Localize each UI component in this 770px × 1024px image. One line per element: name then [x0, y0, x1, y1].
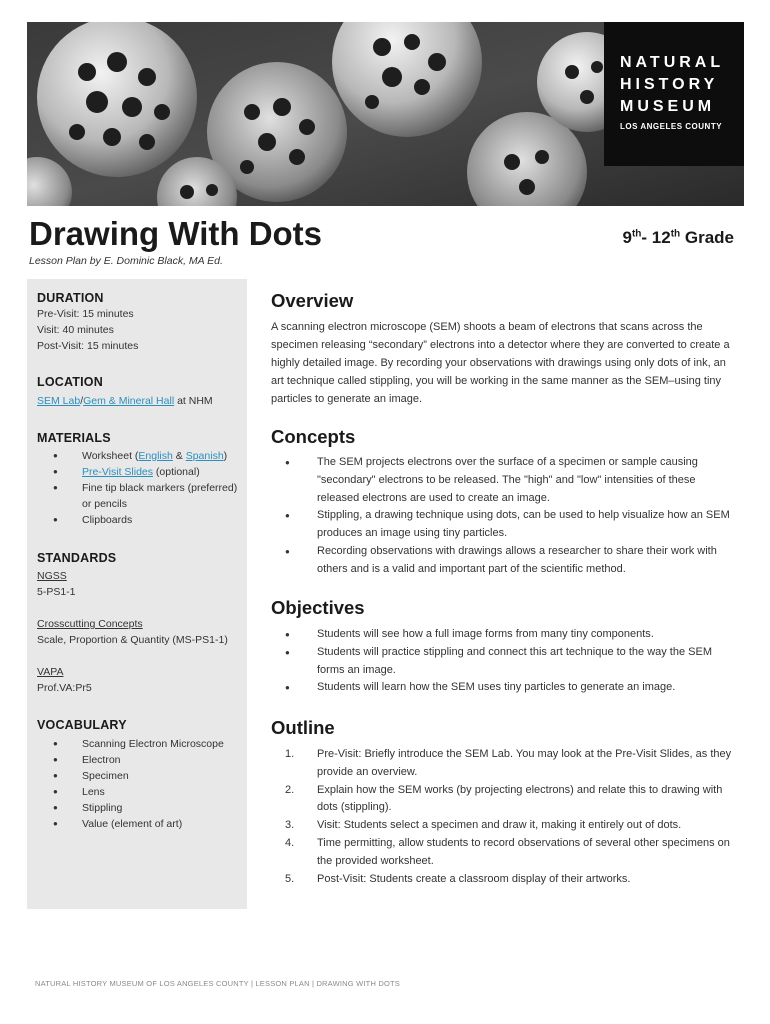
sem-lab-link[interactable]: SEM Lab	[37, 395, 81, 407]
overview-heading: Overview	[271, 290, 354, 311]
concepts-heading: Concepts	[271, 426, 356, 447]
objective-item: ● Students will practice stippling and connect this art technique to the way the SEM forms an image.	[271, 644, 737, 680]
vocabulary-heading: VOCABULARY	[37, 718, 127, 732]
concept-item: ● Stippling, a drawing technique using dots, can be used to help visualize how an SEM produces an image using tiny particles.	[271, 507, 737, 543]
duration-visit: Visit: 40 minutes	[37, 324, 114, 336]
hero-sem-image	[27, 22, 744, 206]
materials-item-worksheet	[37, 448, 247, 464]
grade-suffix: Grade	[680, 228, 734, 247]
concept-item: ● The SEM projects electrons over the surface of a specimen or sample causing "secondary" electrons to be released. The "high" and "low" intensities of these released electrons are used to create an image.	[271, 454, 737, 507]
outline-list	[271, 746, 737, 888]
outline-num: 1.	[285, 748, 295, 760]
byline: Lesson Plan by E. Dominic Black, MA Ed.	[29, 255, 223, 267]
page-title: Drawing With Dots	[29, 215, 323, 252]
standards-heading: STANDARDS	[37, 551, 117, 565]
grade-start: 9	[622, 228, 632, 247]
materials-heading: MATERIALS	[37, 431, 111, 445]
overview-text: A scanning electron microscope (SEM) shoots a beam of electrons that scans across the specimen releasing “secondary” electrons into a detector where they are converted to create a highly detailed image. By recording your observations with drawings using only dots of ink, an art technique called stippling, you will be working in the same manner as the SEM–using tiny particles to generate an image.	[271, 321, 730, 405]
outline-text: Time permitting, allow students to record observations of several other specimens on the provided worksheet.	[317, 836, 730, 867]
grade-sep: - 12	[641, 228, 671, 247]
vocabulary-item: ● Electron	[37, 752, 247, 768]
vocabulary-item: ● Stippling	[37, 800, 247, 816]
outline-item	[271, 746, 737, 782]
materials-list	[37, 448, 247, 528]
materials-item-clipboards: ● Clipboards	[37, 512, 247, 528]
location-heading: LOCATION	[37, 375, 103, 389]
outline-num: 3.	[285, 819, 295, 832]
outline-text: Post-Visit: Students create a classroom display of their artworks.	[317, 872, 631, 885]
museum-logo	[604, 22, 744, 166]
objective-item: ● Students will learn how the SEM uses tiny particles to generate an image.	[271, 679, 737, 697]
outline-item	[271, 871, 737, 889]
english-worksheet-link[interactable]: English	[138, 450, 173, 462]
ngss-value: 5-PS1-1	[37, 586, 76, 598]
outline-num: 2.	[285, 783, 295, 796]
outline-text: Pre-Visit: Briefly introduce the SEM Lab. You may look at the Pre-Visit Slides, as they provide an overview.	[317, 748, 732, 778]
location-sep: /	[80, 395, 84, 407]
location-text	[37, 393, 213, 409]
materials-item-slides	[37, 464, 247, 480]
page-footer: NATURAL HISTORY MUSEUM OF LOS ANGELES COUNTY | LESSON PLAN | DRAWING WITH DOTS	[35, 979, 400, 988]
worksheet-close: )	[223, 450, 228, 462]
duration-heading: DURATION	[37, 291, 104, 305]
concept-item: ● Recording observations with drawings allows a researcher to share their work with others and is a valid and important part of the scientific method.	[271, 543, 737, 579]
vocabulary-item: ● Lens	[37, 784, 247, 800]
vocabulary-list	[37, 736, 247, 832]
spanish-worksheet-link[interactable]: Spanish	[185, 450, 224, 462]
duration-postvisit: Post-Visit: 15 minutes	[37, 340, 139, 352]
slides-suffix: (optional)	[153, 466, 200, 478]
materials-item-markers: ● Fine tip black markers (preferred) or pencils	[37, 480, 247, 512]
gem-mineral-hall-link[interactable]: Gem & Mineral Hall	[83, 395, 175, 407]
sidebar	[27, 279, 247, 909]
vapa-label: VAPA	[37, 666, 64, 678]
objectives-heading: Objectives	[271, 597, 365, 618]
logo-line-museum: MUSEUM	[620, 98, 716, 115]
outline-text: Explain how the SEM works (by projecting electrons) and relate this to drawing with dots (stippling).	[317, 783, 723, 814]
worksheet-prefix: Worksheet (	[82, 450, 139, 462]
outline-num: 5.	[285, 872, 295, 885]
vocabulary-item: ● Scanning Electron Microscope	[37, 736, 247, 752]
logo-line-history: HISTORY	[620, 76, 719, 93]
outline-item	[271, 782, 737, 818]
outline-heading: Outline	[271, 717, 335, 738]
vocabulary-item: ● Value (element of art)	[37, 816, 247, 832]
crosscutting-label: Crosscutting Concepts	[37, 618, 143, 630]
outline-item	[271, 835, 737, 871]
ngss-label: NGSS	[37, 570, 67, 582]
grade-level	[622, 228, 734, 248]
vapa-value: Prof.VA:Pr5	[37, 682, 92, 694]
worksheet-amp: &	[172, 450, 186, 462]
outline-num: 4.	[285, 836, 295, 849]
objectives-list	[271, 626, 737, 697]
grade-end-sup: th	[670, 228, 681, 240]
logo-subtitle: LOS ANGELES COUNTY	[620, 122, 723, 131]
outline-item	[271, 817, 737, 835]
location-suffix: at NHM	[174, 395, 213, 407]
crosscutting-value: Scale, Proportion & Quantity (MS-PS1-1)	[37, 634, 228, 646]
logo-line-natural: NATURAL	[620, 54, 725, 71]
objective-item: ● Students will see how a full image forms from many tiny components.	[271, 626, 737, 644]
concepts-list	[271, 454, 737, 579]
duration-previsit: Pre-Visit: 15 minutes	[37, 308, 134, 320]
outline-text: Visit: Students select a specimen and draw it, making it entirely out of dots.	[317, 819, 682, 832]
grade-start-sup: th	[631, 228, 642, 240]
previsit-slides-link[interactable]: Pre-Visit Slides	[82, 466, 153, 478]
vocabulary-item: ● Specimen	[37, 768, 247, 784]
